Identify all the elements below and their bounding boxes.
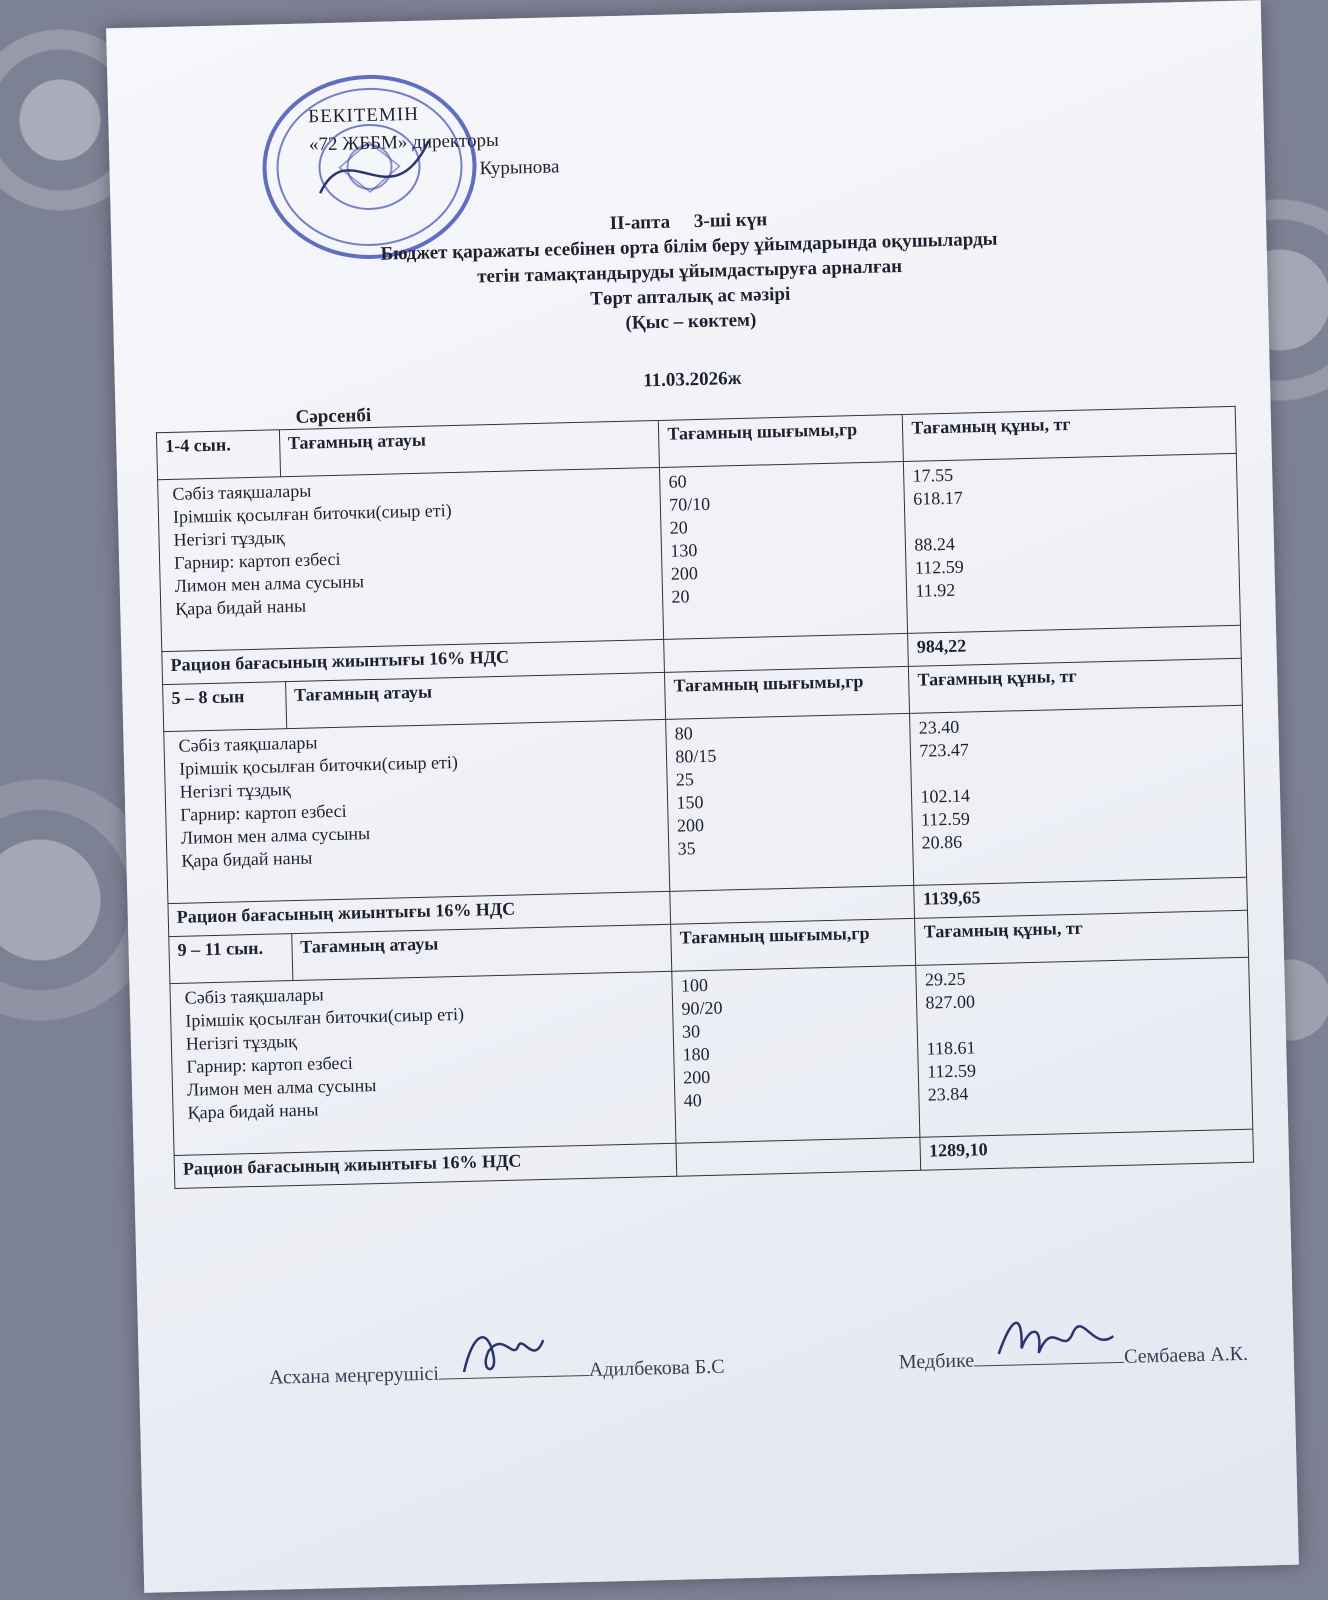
dish-name: Негізгі тұздық [185, 1030, 298, 1054]
total-value: 984,22 [908, 625, 1241, 666]
dish-cost: 102.14 [920, 785, 971, 807]
dish-name: Қара бидай наны [181, 847, 313, 871]
total-label: Рацион бағасының жиынтығы 16% НДС [174, 1143, 677, 1188]
dish-yield: 200 [682, 1066, 711, 1088]
dish-cost: 723.47 [919, 739, 970, 761]
column-yield: Тағамның шығымы,гр [671, 918, 916, 971]
dish-costs-cell [916, 957, 1253, 1137]
dish-name: Ірімшік қосылған биточки(сиыр еті) [185, 1003, 465, 1031]
dish-yield: 30 [681, 1021, 701, 1042]
dish-yield: 20 [669, 517, 688, 538]
dish-yields-cell [660, 461, 908, 639]
total-value: 1139,65 [914, 877, 1247, 918]
dish-yield: 90/20 [681, 997, 723, 1019]
signature-line [439, 1357, 589, 1380]
nurse-role: Медбике [898, 1349, 975, 1374]
dish-cost: 29.25 [924, 968, 966, 990]
dish-yield: 150 [676, 791, 704, 813]
approval-director: Курынова [479, 156, 560, 180]
dish-name: Сәбіз таяқшалары [172, 480, 312, 504]
title-line-3: Төрт апталық ас мәзірі [590, 283, 791, 310]
dish-yield: 35 [677, 838, 696, 859]
dish-name: Қара бидай наны [187, 1099, 319, 1123]
section-items-row [158, 453, 1241, 651]
dish-name: Қара бидай наны [175, 595, 307, 619]
dish-yields-cell [672, 965, 920, 1143]
dish-yield: 70/10 [668, 493, 711, 515]
dish-cost: 827.00 [925, 991, 976, 1013]
document-title [111, 195, 1269, 348]
dish-costs-cell [904, 453, 1241, 633]
menu-date: 11.03.2026ж [642, 367, 742, 392]
column-cost: Тағамның құны, тг [909, 658, 1243, 713]
total-spacer [676, 1137, 921, 1176]
dish-names-cell [158, 467, 664, 651]
dish-yields-cell [666, 713, 914, 891]
menu-weekday: Сәрсенбі [295, 404, 372, 428]
dish-yield: 200 [670, 563, 699, 584]
dish-yield: 130 [670, 540, 698, 561]
column-cost: Тағамның құны, тг [903, 406, 1237, 461]
handwritten-signature-icon [993, 1306, 1124, 1369]
dish-cost: 23.40 [918, 716, 960, 738]
menu-table [156, 406, 1254, 1189]
signature-line [974, 1344, 1124, 1367]
dish-yield: 100 [680, 974, 709, 996]
dish-name: Негізгі тұздық [179, 779, 291, 802]
dish-name: Гарнир: картоп езбесі [180, 800, 347, 825]
dish-name: Сәбіз таяқшалары [184, 984, 324, 1008]
total-value: 1289,10 [920, 1129, 1253, 1170]
dish-cost: 23.84 [927, 1083, 969, 1105]
dish-name: Лимон мен алма сусыны [180, 823, 371, 848]
canteen-head-signature [269, 1354, 725, 1390]
canteen-head-name: Адилбекова Б.С [588, 1355, 725, 1381]
total-label: Рацион бағасының жиынтығы 16% НДС [168, 891, 671, 936]
dish-cost: 112.59 [920, 808, 971, 830]
dish-name: Лимон мен алма сусыны [186, 1075, 377, 1100]
approval-org: «72 ЖББМ» директоры [308, 129, 499, 156]
dish-name: Негізгі тұздық [173, 527, 285, 550]
menu-document [106, 0, 1299, 1593]
canteen-head-role: Асхана меңгерушісі [268, 1362, 440, 1389]
week-day-line: II-апта 3-ші күн [609, 209, 768, 235]
dish-name: Сәбіз таяқшалары [178, 732, 318, 756]
nurse-name: Сембаева А.К. [1123, 1342, 1249, 1368]
column-dish-name: Тағамның атауы [285, 672, 666, 728]
column-yield: Тағамның шығымы,гр [659, 414, 904, 467]
approve-word: БЕКІТЕМІН [308, 103, 420, 128]
title-line-4: (Қыс – көктем) [625, 309, 757, 334]
dish-name: Гарнир: картоп езбесі [173, 548, 341, 573]
dish-yield: 180 [682, 1043, 710, 1065]
dish-yield: 200 [676, 814, 705, 836]
title-line-1: Бюджет қаражаты есебінен орта білім беру ұйымдарында оқушыларды [380, 228, 998, 265]
column-dish-name: Тағамның атауы [279, 420, 660, 476]
dish-yield: 25 [675, 769, 695, 790]
dish-yield: 60 [668, 471, 687, 492]
nurse-signature [899, 1341, 1249, 1375]
dish-cost: 88.24 [914, 533, 956, 555]
approval-block [248, 97, 560, 189]
class-group: 5 – 8 сын [163, 682, 287, 732]
column-dish-name: Тағамның атауы [291, 924, 672, 980]
dish-yield: 20 [671, 586, 690, 607]
title-line-2: тегін тамақтандыруды ұйымдастыруға арналған [476, 255, 903, 288]
dish-yield: 40 [683, 1090, 702, 1111]
column-yield: Тағамның шығымы,гр [665, 666, 910, 719]
dish-cost: 20.86 [921, 831, 963, 853]
section-items-row [164, 705, 1247, 903]
dish-name: Ірімшік қосылған биточки(сиыр еті) [178, 751, 459, 779]
class-group: 1-4 сын. [156, 430, 280, 480]
column-cost: Тағамның құны, тг [915, 910, 1249, 965]
dish-cost: 618.17 [912, 487, 963, 509]
dish-name: Ірімшік қосылған биточки(сиыр еті) [172, 500, 452, 527]
total-label: Рацион бағасының жиынтығы 16% НДС [162, 639, 665, 684]
signatures [139, 1340, 1294, 1389]
dish-yield: 80 [674, 723, 694, 744]
dish-cost: 112.59 [926, 1060, 977, 1082]
handwritten-signature-icon [458, 1319, 569, 1382]
dish-names-cell [170, 971, 676, 1155]
dish-cost: 118.61 [926, 1037, 976, 1059]
dish-name: Гарнир: картоп езбесі [186, 1052, 354, 1077]
class-group: 9 – 11 сын. [169, 934, 293, 984]
dish-name: Лимон мен алма сусыны [174, 571, 365, 596]
dish-names-cell [164, 719, 670, 903]
dish-cost: 17.55 [912, 464, 954, 486]
dish-cost: 11.92 [915, 579, 956, 601]
dish-yield: 80/15 [675, 745, 717, 767]
dish-costs-cell [910, 705, 1247, 885]
dish-cost: 112.59 [914, 556, 964, 578]
section-items-row [170, 957, 1253, 1155]
